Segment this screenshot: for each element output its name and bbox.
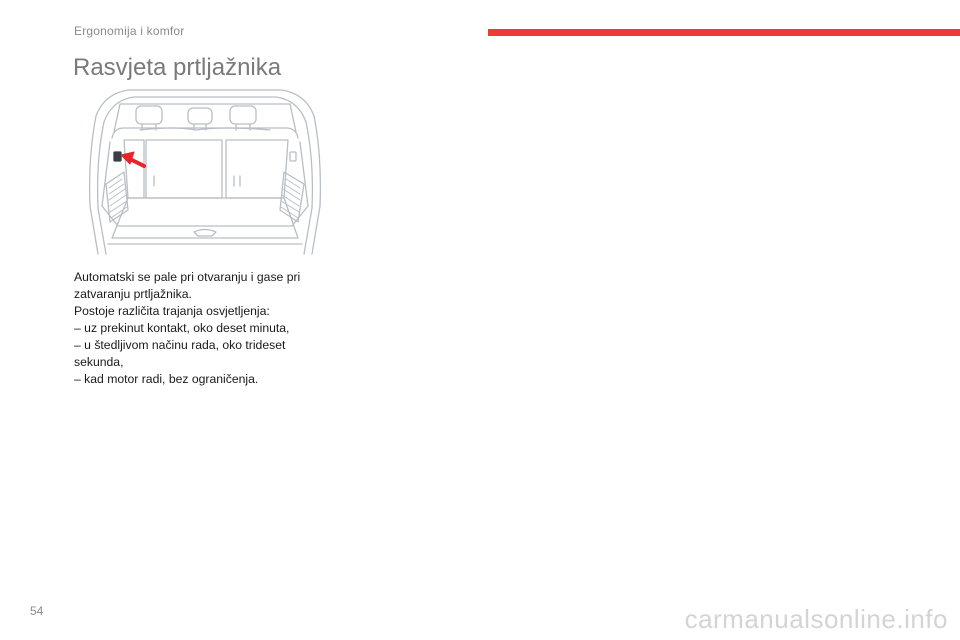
page-title: Rasvjeta prtljažnika [73,54,282,81]
headrests [136,106,256,130]
left-side-panel [106,172,128,222]
list-item: – uz prekinut kontakt, oko deset minuta, [74,321,290,335]
boot-floor [112,198,298,238]
section-accent-bar [488,29,960,36]
watermark: carmanualsonline.info [684,604,948,634]
page-number: 54 [30,604,44,618]
rear-seat-backs [124,140,288,198]
boot-lighting-illustration [84,86,326,262]
lamp-location-arrow [121,152,144,166]
left-boot-lamp [114,152,121,161]
body-text [74,269,314,388]
paragraph: Postoje različita trajanja osvjetljenja: [74,304,270,318]
paragraph: Automatski se pale pri otvaranju i gase pri zatvaranju prtljažnika. [74,270,301,301]
list-item: – kad motor radi, bez ograničenja. [74,372,259,386]
right-boot-lamp [290,152,296,161]
list-item: – u štedljivom načinu rada, oko trideset sekunda, [74,338,286,369]
section-label: Ergonomija i komfor [74,24,185,38]
